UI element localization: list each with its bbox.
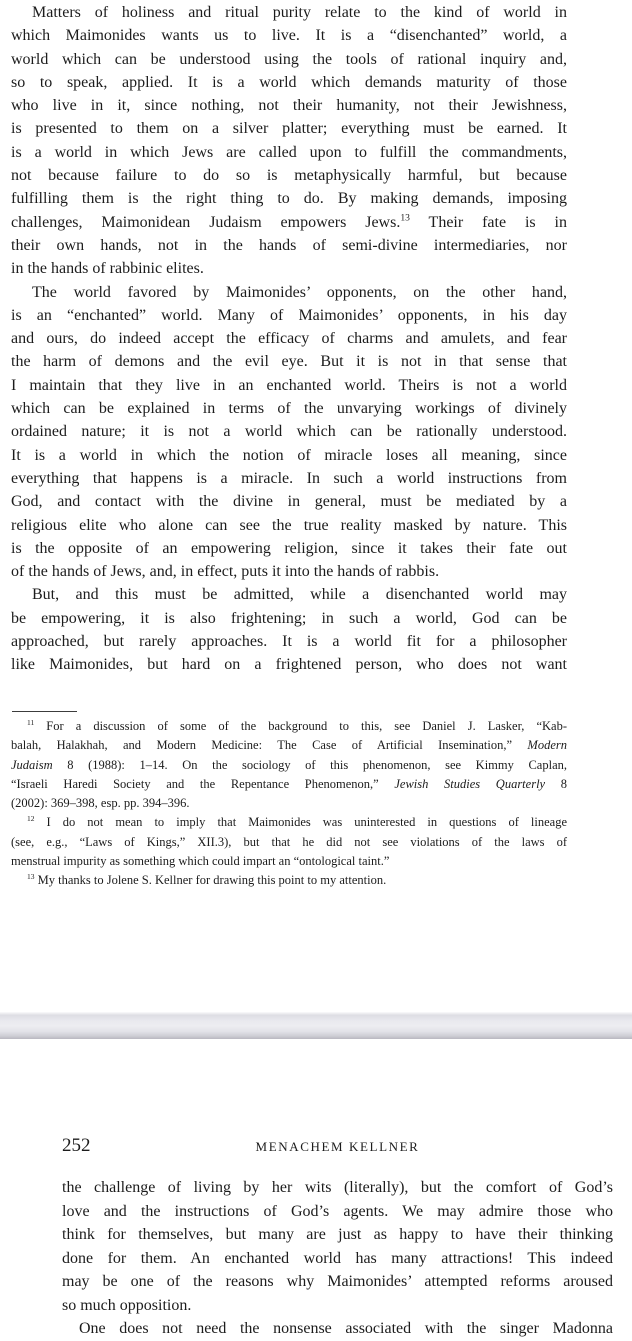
text-line: It is a world in which the notion of miracle loses all meaning, since (11, 446, 567, 464)
text-line: and ours, do indeed accept the efficacy of charms and amulets, and fear (11, 330, 567, 348)
text-line: $^{11}$ For a discussion of some of the background to this, see Daniel J. Lasker, “Kab- (27, 717, 567, 733)
text-line: which can be explained in terms of the unvarying workings of divinely (11, 400, 567, 418)
text-line: “Israeli Haredi Society and the Repentance Phenomenon,” Jewish Studies Quarterly 8 (11, 776, 567, 791)
text-line: challenges, Maimonidean Judaism empowers Jews.$^{13}$ Their fate is in (11, 212, 567, 231)
text-line: $^{13}$ My thanks to Jolene S. Kellner for drawing this point to my attention. (27, 872, 387, 888)
text-line: who live in it, since nothing, not their humanity, not their Jewishness, (11, 97, 567, 115)
text-line: world which can be understood using the tools of rational inquiry and, (11, 50, 567, 68)
text-line: balah, Halakhah, and Modern Medicine: The Case of Artificial Insemination,” Modern (11, 738, 567, 753)
text-line: is presented to them on a silver platter; everything must be earned. It (11, 120, 567, 138)
text-line: may be one of the reasons why Maimonides’ attempted reforms aroused (62, 1273, 613, 1290)
text-line: ordained nature; it is not a world which can be rationally understood. (11, 423, 567, 441)
text-line: is an “enchanted” world. Many of Maimonides’ opponents, in his day (11, 306, 567, 324)
text-line: One does not need the nonsense associated with the singer Madonna (79, 1320, 613, 1337)
text-line: I maintain that they live in an enchanted world. Theirs is not a world (11, 376, 567, 394)
text-line: The world favored by Maimonides’ opponents, on the other hand, (32, 283, 567, 301)
text-line: everything that happens is a miracle. In such a world instructions from (11, 469, 567, 487)
page2-body-text (62, 1176, 613, 1341)
text-line: be empowering, it is also frightening; in such a world, God can be (11, 609, 567, 627)
running-head: MENACHEM KELLNER (255, 1139, 420, 1154)
text-line: fulfilling them is the right thing to do. By making demands, imposing (11, 190, 567, 208)
text-line: the challenge of living by her wits (literally), but the comfort of God’s (62, 1179, 613, 1196)
text-line: think for themselves, but many are just as happy to have their thinking (62, 1226, 613, 1243)
text-line: approached, but rarely approaches. It is a world fit for a philosopher (11, 633, 567, 651)
page-gap-separator (0, 1012, 632, 1039)
text-line: in the hands of rabbinic elites. (11, 260, 204, 278)
text-line: Judaism 8 (1988): 1–14. On the sociology of this phenomenon, see Kimmy Caplan, (11, 757, 567, 772)
text-line: $^{12}$ I do not mean to imply that Maimonides was uninterested in questions of lineage (27, 814, 567, 830)
text-line: Matters of holiness and ritual purity relate to the kind of world in (32, 4, 567, 21)
text-line: religious elite who alone can see the true reality masked by nature. This (11, 516, 567, 534)
text-line: which Maimonides wants us to live. It is a “disenchanted” world, a (11, 27, 567, 45)
text-line: menstrual impurity as something which could impart an “ontological taint.” (11, 854, 390, 869)
text-line: so to speak, applied. It is a world which demands maturity of those (11, 73, 567, 91)
text-line: not because failure to do so is metaphysically harmful, but because (11, 167, 567, 185)
footnote-separator-rule (12, 711, 77, 712)
page1-footnotes (11, 717, 567, 891)
page2-running-header (62, 1136, 613, 1156)
page-number: 252 (62, 1135, 91, 1156)
text-line: is a world in which Jews are called upon to fulfill the commandments, (11, 143, 567, 161)
text-line: love and the instructions of God’s agents. We may admire those who (62, 1202, 613, 1220)
page1-body-text (11, 1, 567, 677)
text-line: the harm of demons and the evil eye. But it is not in that sense that (11, 353, 567, 371)
text-line: so much opposition. (62, 1296, 192, 1314)
text-line: But, and this must be admitted, while a disenchanted world may (32, 586, 567, 604)
text-line: like Maimonides, but hard on a frightened person, who does not want (11, 656, 567, 674)
text-line: their own hands, not in the hands of semi-divine intermediaries, nor (11, 236, 567, 254)
text-line: God, and contact with the divine in general, must be mediated by a (11, 493, 567, 511)
text-line: done for them. An enchanted world has many attractions! This indeed (62, 1249, 613, 1267)
text-line: is the opposite of an empowering religion, since it takes their fate out (11, 539, 567, 557)
text-line: (2002): 369–398, esp. pp. 394–396. (11, 796, 190, 811)
text-line: (see, e.g., “Laws of Kings,” XII.3), but that he did not see violations of the laws of (11, 834, 567, 849)
text-line: of the hands of Jews, and, in effect, puts it into the hands of rabbis. (11, 563, 440, 581)
